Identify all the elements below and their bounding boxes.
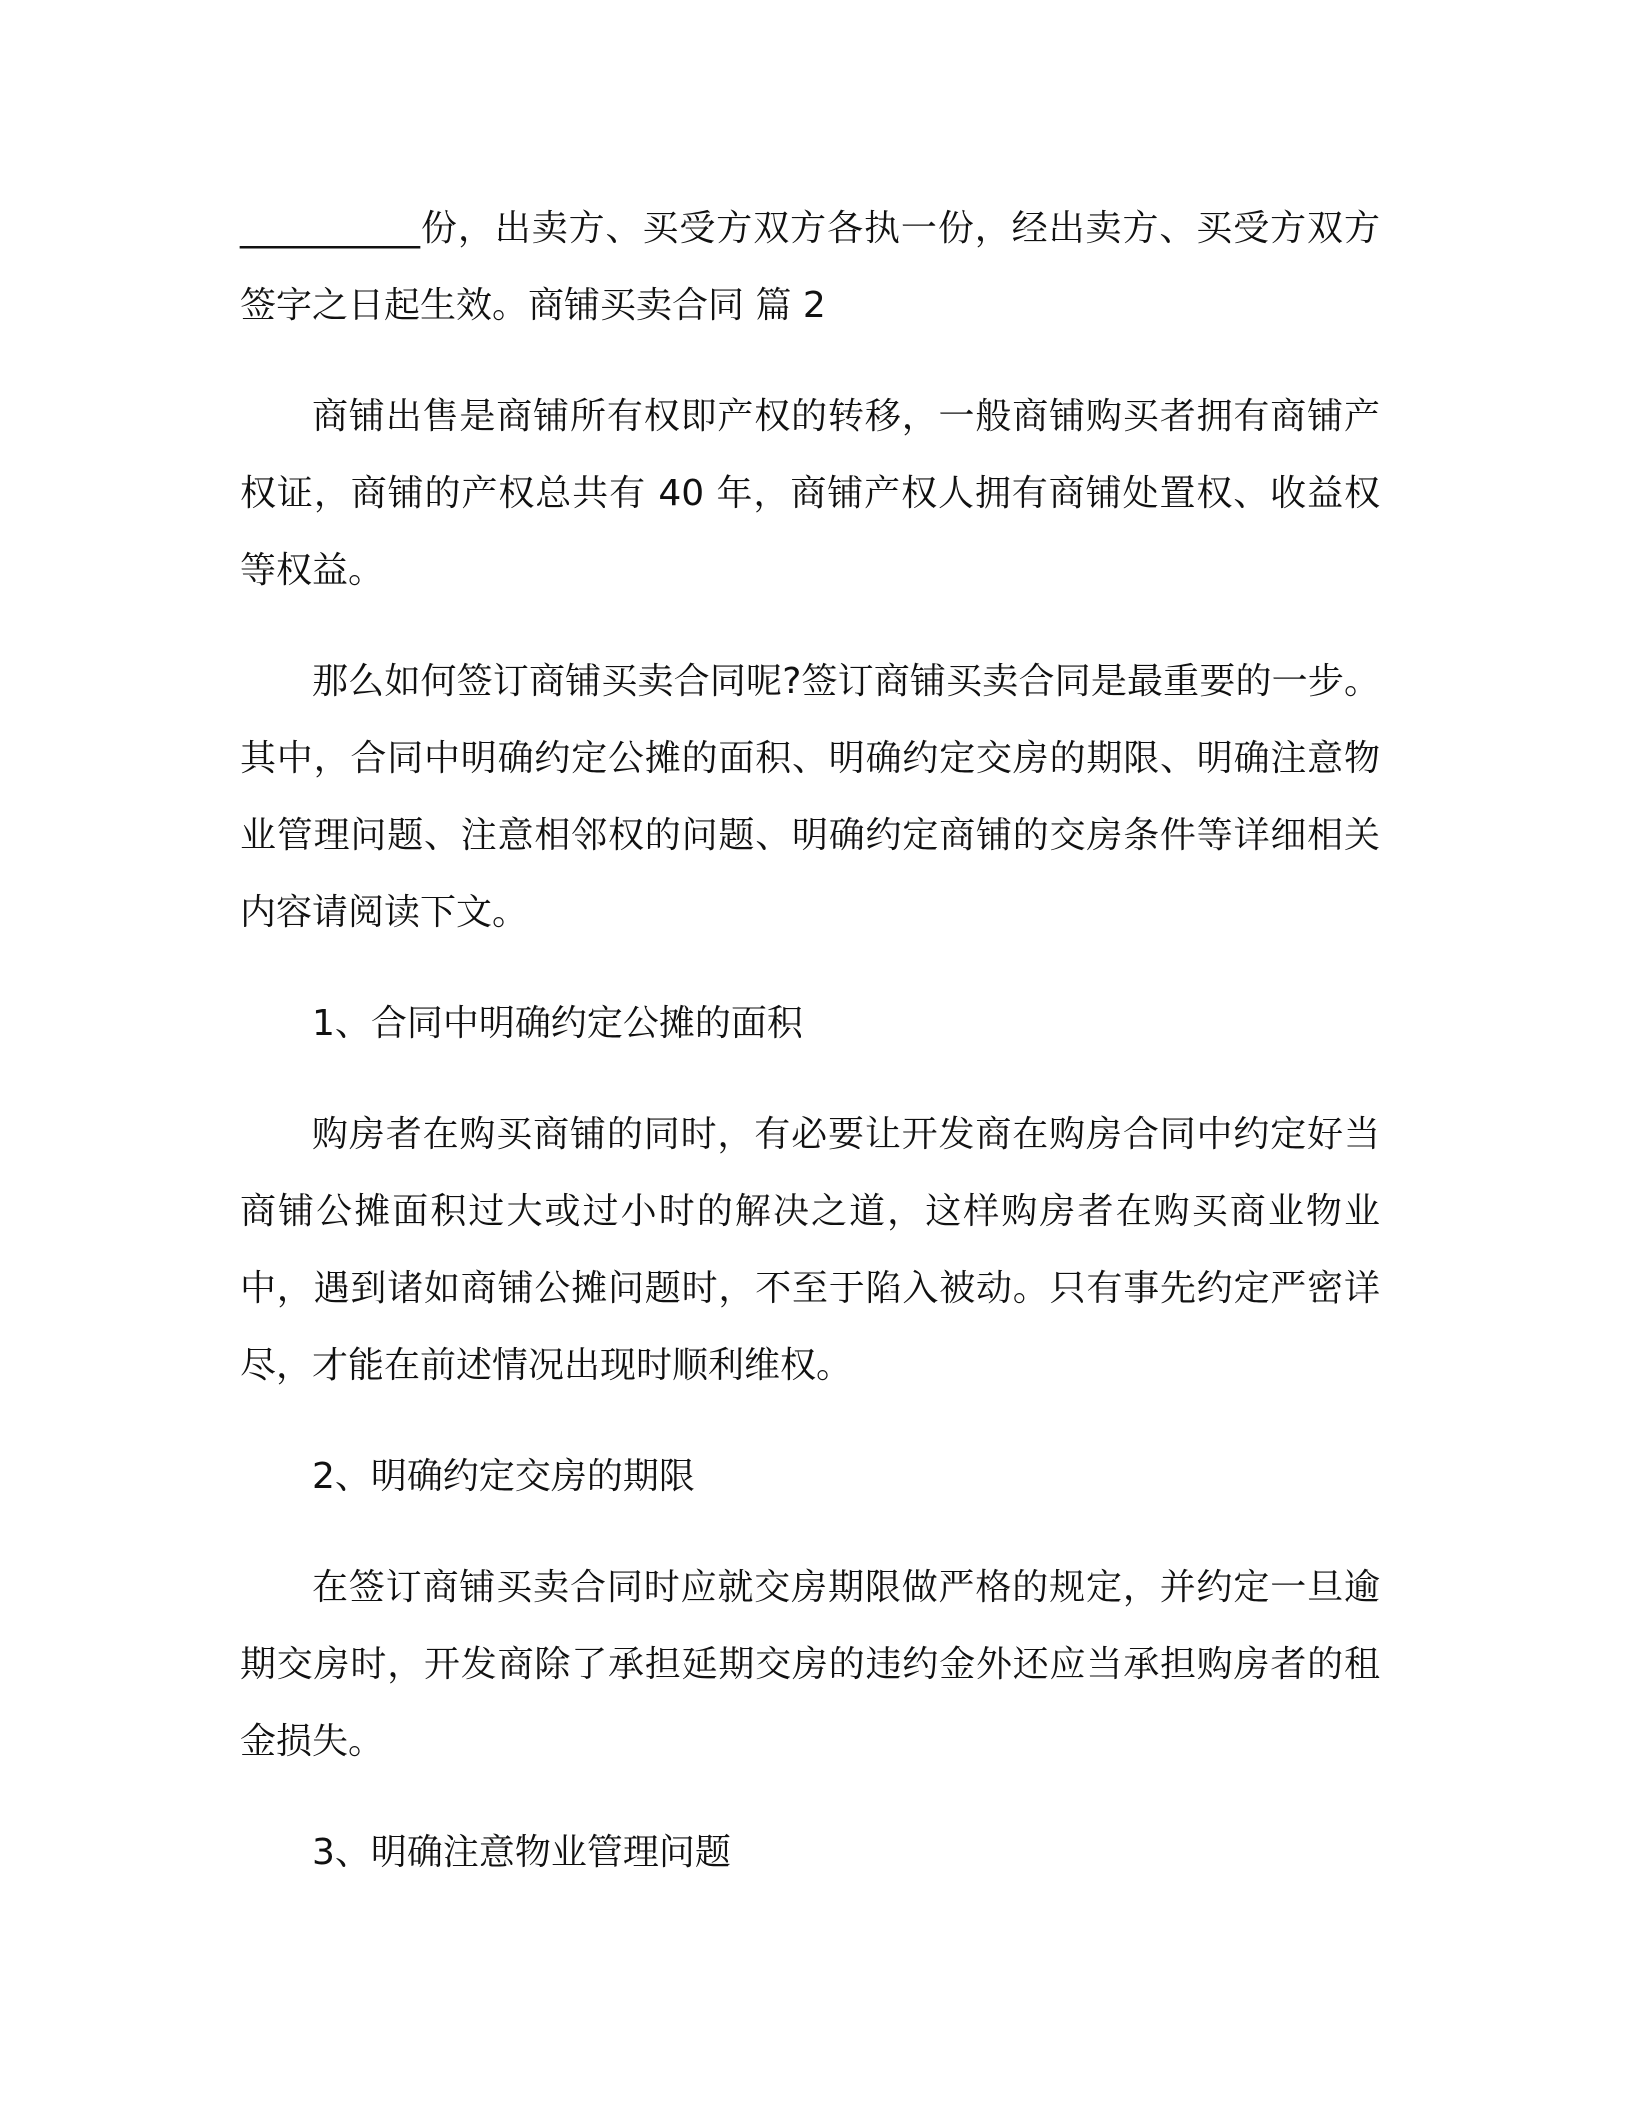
- paragraph-how-to-sign: 那么如何签订商铺买卖合同呢?签订商铺买卖合同是最重要的一步。其中，合同中明确约定公摊的面积、明确约定交房的期限、明确注意物业管理问题、注意相邻权的问题、明确约定商铺的交房条件等详细相关内容请阅读下文。: [240, 661, 1380, 933]
- section-heading-3: 3、明确注意物业管理问题: [312, 1832, 731, 1873]
- paragraph-signing-clause: __________份，出卖方、买受方双方各执一份，经出卖方、买受方双方签字之日起生效。商铺买卖合同 篇 2: [240, 208, 1380, 326]
- paragraph-delivery-deadline: 在签订商铺买卖合同时应就交房期限做严格的规定，并约定一旦逾期交房时，开发商除了承担延期交房的违约金外还应当承担购房者的租金损失。: [240, 1567, 1380, 1762]
- document-body: [240, 190, 1380, 1925]
- section-heading-1: 1、合同中明确约定公摊的面积: [312, 1003, 803, 1044]
- section-heading-2: 2、明确约定交房的期限: [312, 1456, 695, 1497]
- paragraph-shop-sale-intro: 商铺出售是商铺所有权即产权的转移，一般商铺购买者拥有商铺产权证，商铺的产权总共有 40 年，商铺产权人拥有商铺处置权、收益权等权益。: [240, 396, 1380, 591]
- paragraph-shared-area: 购房者在购买商铺的同时，有必要让开发商在购房合同中约定好当商铺公摊面积过大或过小时的解决之道，这样购房者在购买商业物业中，遇到诸如商铺公摊问题时，不至于陷入被动。只有事先约定严密详尽，才能在前述情况出现时顺利维权。: [240, 1114, 1380, 1386]
